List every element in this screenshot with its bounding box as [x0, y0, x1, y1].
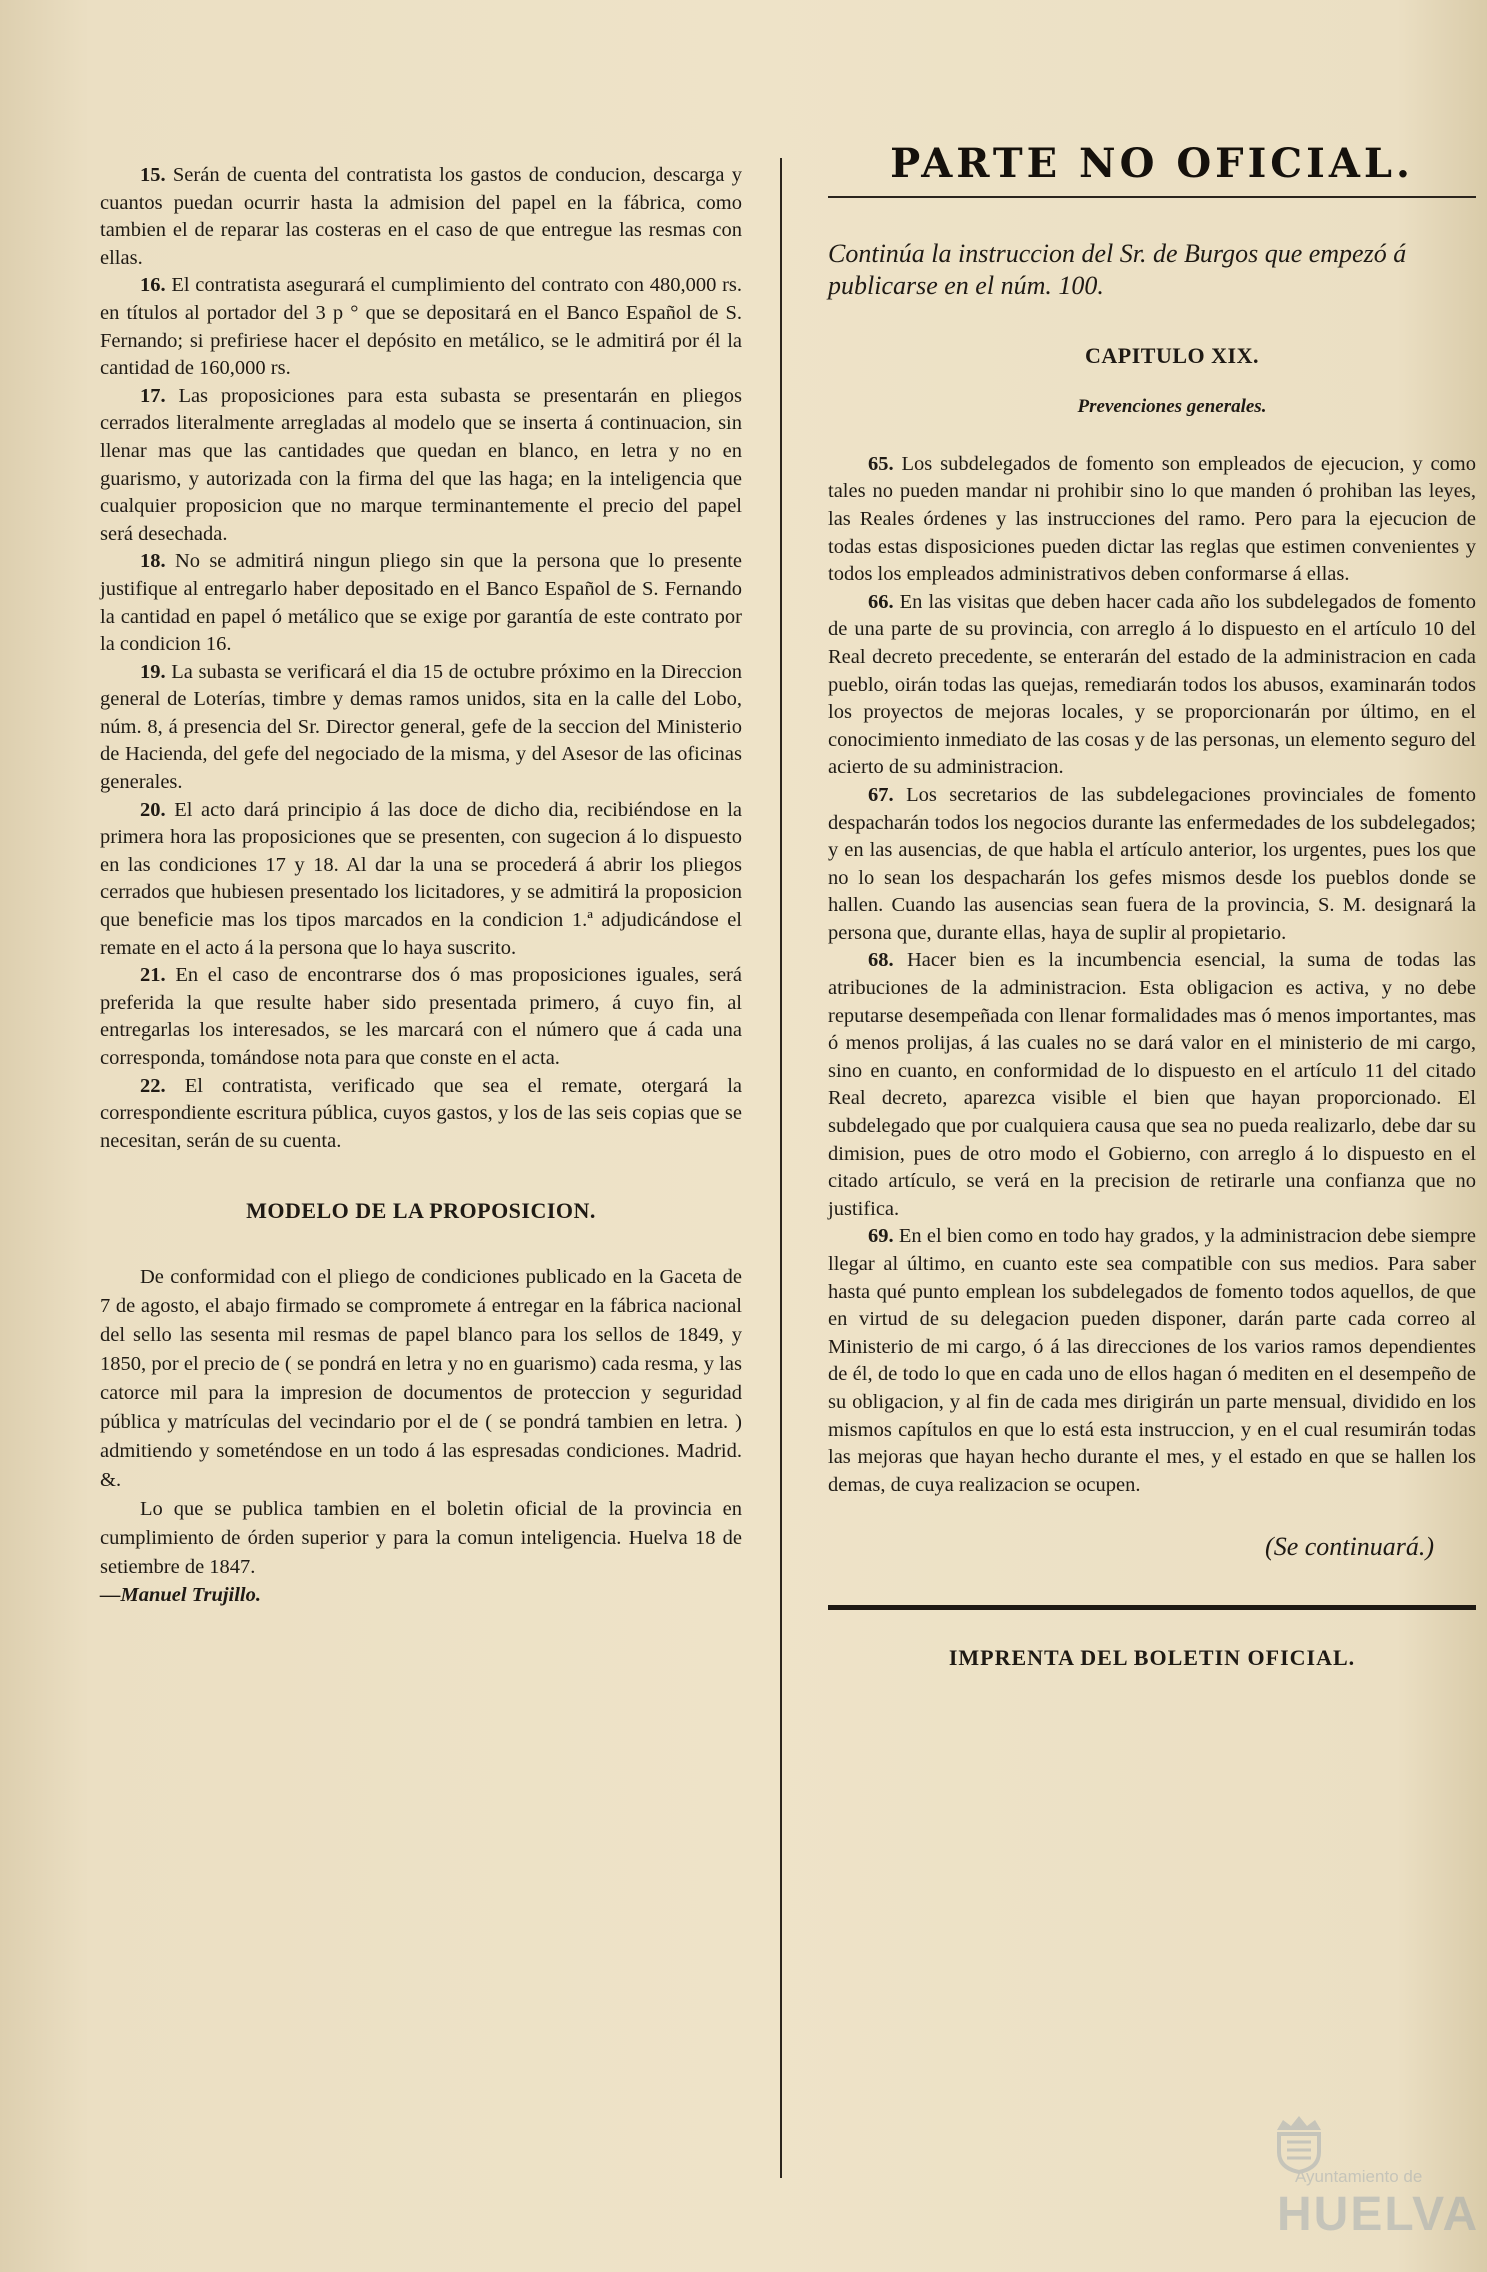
printer-imprint: IMPRENTA DEL BOLETIN OFICIAL. — [948, 1644, 1356, 1670]
chapter-heading: CAPITULO XIX. — [1085, 342, 1259, 368]
continuation-heading: Continúa la instruccion del Sr. de Burgos que empezó á publicarse en el núm. 100. — [828, 238, 1407, 300]
section-title: PARTE NO OFICIAL. — [890, 140, 1414, 187]
footer-rule — [828, 1605, 1476, 1610]
clause-17: 17. Las proposiciones para esta subasta se presentarán en pliegos cerrados literalmente arregladas al modelo que se inserta á continuacion, sin llenar mas que las cantidades que quedan en blanco, en letra y no en guarismo, y autorizada con la firma del que las haga; en la inteligencia que cualquier proposicion que no marque terminantemente el precio del papel será desechada. — [100, 384, 742, 545]
article-68: 68. Hacer bien es la incumbencia esencial, la suma de todas las atribuciones de la administracion. Esta obligacion es activa, y no debe reputarse desempeñada con llenar formalidades mas ó menos importantes, mas ó menos prolijas, á las cuales no se dará valor en el ministerio de mi cargo, sino en cuanto, en conformidad de lo dispuesto en el artículo 11 del citado Real decreto, aparezca visible el bien que hayan proporcionado. El subdelegado que por cualquiera causa que sea no pueda realizarlo, debe dar su dimision, pues de otro modo el Gobierno, con arreglo á lo dispuesto en el citado artículo, se verá en la precision de retirarle una confianza que no justifica. — [828, 949, 1476, 1220]
publication-note: Lo que se publica tambien en el boletin oficial de la provincia en cumplimiento de órden superior y para la comun inteligencia. Huelva 18 de setiembre de 1847. — [100, 1497, 742, 1578]
article-67: 67. Los secretarios de las subdelegaciones provinciales de fomento despacharán todos los negocios durante las enfermedades de los subdelegados; y en las ausencias, de que habla el artículo anterior, los urgentes, pues los que no lo sean los despacharán los gefes mismos desde los pueblos donde se hallen. Cuando las ausencias sean fuera de la provincia, S. M. designará la persona que, durante ellas, haya de suplir al propietario. — [828, 783, 1477, 944]
watermark-subtitle: Ayuntamiento de — [1295, 2167, 1423, 2186]
clause-16: 16. El contratista asegurará el cumplimiento del contrato con 480,000 rs. en títulos al portador del 3 p ° que se depositará en el Banco Español de S. Fernando; si prefiriese hacer el depósito en metálico, se le admitirá por él la cantidad de 160,000 rs. — [100, 274, 742, 380]
right-column — [828, 140, 1477, 1672]
clause-18: 18. No se admitirá ningun pliego sin que la persona que lo presente justifique al entregarlo haber depositado en el Banco Español de S. Fernando la cantidad en papel ó metálico que se exige por garantía de este contrato por la condicion 16. — [100, 550, 742, 656]
clause-19: 19. La subasta se verificará el dia 15 de octubre próximo en la Direccion general de Loterías, timbre y demas ramos unidos, sita en la calle del Lobo, núm. 8, á presencia del Sr. Director general, gefe de la seccion del Ministerio de Hacienda, del gefe del negociado de la misma, y del Asesor de las oficinas generales. — [100, 660, 743, 794]
model-paragraph: De conformidad con el pliego de condiciones publicado en la Gaceta de 7 de agosto, el abajo firmado se compromete á entregar en la fábrica nacional del sello las sesenta mil resmas de papel blanco para los sellos de 1849, y 1850, por el precio de ( se pondrá en letra y no en guarismo) cada resma, y las catorce mil para la impresion de documentos de proteccion y seguridad pública y matrículas del vecindario por el de ( se pondrá tambien en letra. ) admitiendo y someténdose en un todo á las espresadas condiciones. Madrid. &. — [100, 1265, 742, 1491]
column-divider — [780, 158, 782, 2178]
article-66: 66. En las visitas que deben hacer cada año los subdelegados de fomento de una parte de su provincia, con arreglo á lo dispuesto en el artículo 10 del Real decreto precedente, se enterarán del estado de la administracion en cada pueblo, oirán todas las quejas, remediarán todos los abusos, examinarán todos los proyectos de mejoras locales, y se proporcionarán por último, en el conocimiento inmediato de las cosas y de las personas, un elemento seguro del acierto de su administracion. — [828, 590, 1476, 779]
continuation-note: (Se continuará.) — [1265, 1532, 1434, 1562]
article-69: 69. En el bien como en todo hay grados, y la administracion debe siempre llegar al último, en cuanto este sea compatible con sus medios. Para saber hasta qué punto emplean los subdelegados de fomento todos aquellos, de que en virtud de su delegacion pueden disponer, darán parte cada correo al Ministerio de mi cargo, ó á las direcciones de los varios ramos dependientes de él, de todo lo que en cada uno de ellos hagan ó mediten en el desempeño de su obligacion, y al fin de cada mes dirigirán un parte mensual, dividido en los mismos capítulos en que lo está esta instruccion, y en el cual resumirán todas las mejoras que hayan hecho durante el mes, y el estado en que se hallen los demas, de cuya realizacion se ocupen. — [828, 1225, 1477, 1496]
clause-21: 21. En el caso de encontrarse dos ó mas proposiciones iguales, será preferida la que resulte haber sido presentada primero, á cuyo fin, al entregarlas los interesados, se les marcará con el número que á cada una corresponda, tomándose nota para que conste en el acta. — [100, 964, 742, 1069]
model-heading: MODELO DE LA PROPOSICION. — [246, 1198, 596, 1224]
subchapter-heading: Prevenciones generales. — [1077, 396, 1267, 418]
clause-20: 20. El acto dará principio á las doce de dicho dia, recibiéndose en la primera hora las proposiciones que se presenten, con sugecion á lo dispuesto en las condiciones 17 y 18. Al dar la una se procederá á abrir los pliegos cerrados que hubiesen presentado los licitadores, y se admitirá la proposicion que beneficie mas los tipos marcados en la condicion 1.ª adjudicándose el remate en el acto á la persona que lo haya suscrito. — [100, 798, 743, 959]
clause-22: 22. El contratista, verificado que sea el remate, otergará la correspondiente escritura pública, cuyos gastos, y los de las seis copias que se necesitan, serán de su cuenta. — [100, 1074, 742, 1152]
city-council-watermark — [1269, 2112, 1480, 2242]
left-column — [100, 162, 742, 1610]
article-65: 65. Los subdelegados de fomento son empleados de ejecucion, y como tales no pueden mandar ni prohibir sino lo que manden ó prohiban las leyes, las Reales órdenes y las instrucciones del ramo. Pero para la ejecucion de todas estas disposiciones pueden dictar las reglas que estimen convenientes y todos los empleados administrativos deben conformarse á ellas. — [828, 452, 1477, 586]
crown-shield-icon — [1269, 2112, 1329, 2174]
title-rule — [828, 196, 1476, 198]
clause-15: 15. Serán de cuenta del contratista los gastos de conducion, descarga y cuantos puedan ocurrir hasta la admision del papel en la fábrica, como tambien el de reparar las costeras en el caso de que entregue las resmas con ellas. — [100, 164, 742, 269]
watermark-title: HUELVA — [1277, 2188, 1480, 2241]
signature: —Manuel Trujillo. — [100, 1583, 261, 1606]
